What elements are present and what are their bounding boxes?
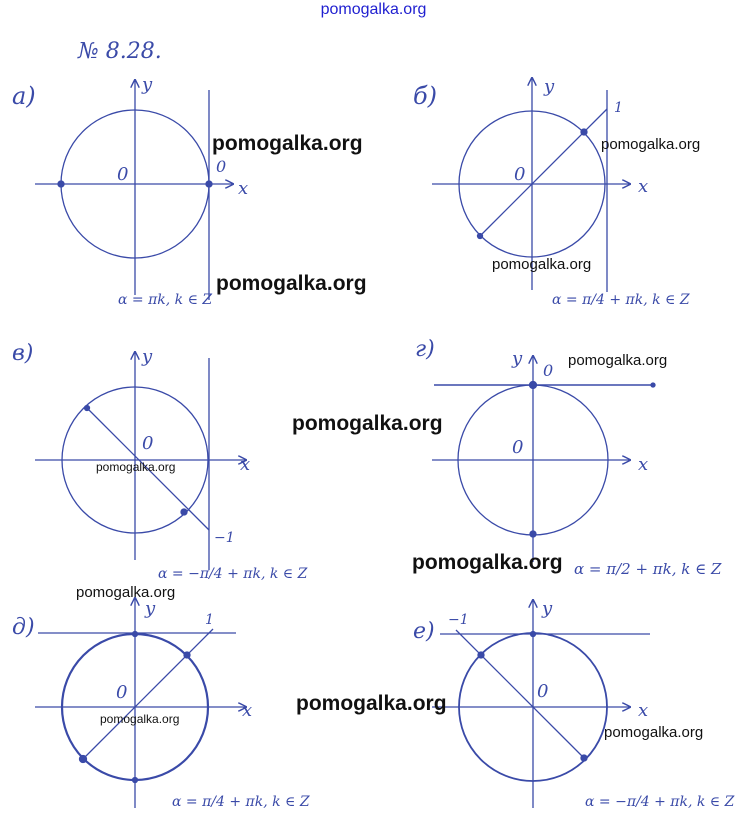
- point-marker: [531, 632, 536, 637]
- part-e-tangent-mark: 1: [205, 612, 214, 628]
- part-b-x-label: x: [638, 176, 649, 197]
- part-e-diagram: [35, 598, 246, 808]
- part-d-answer: α = π/2 + πk, k ∈ Z: [574, 560, 722, 578]
- point-marker: [133, 778, 138, 783]
- watermark: pomogalka.org: [212, 132, 363, 155]
- point-marker: [478, 652, 484, 658]
- top-watermark: pomogalka.org: [320, 1, 427, 18]
- part-f-answer: α = −π/4 + πk, k ∈ Z: [585, 794, 735, 810]
- point-marker: [133, 632, 138, 637]
- part-c-tangent-mark: −1: [214, 530, 235, 546]
- point-marker: [184, 652, 190, 658]
- part-a-x-label: x: [238, 178, 249, 199]
- part-a-y-label: y: [142, 74, 153, 95]
- part-f-origin: 0: [537, 681, 549, 702]
- part-c-y-label: y: [142, 346, 153, 367]
- part-e-answer: α = π/4 + πk, k ∈ Z: [172, 794, 310, 810]
- part-c-answer: α = −π/4 + πk, k ∈ Z: [158, 566, 308, 582]
- part-e-x-label: x: [242, 700, 253, 721]
- part-e-origin: 0: [116, 682, 128, 703]
- part-d-diagram: [432, 356, 655, 562]
- part-b-origin: 0: [514, 164, 526, 185]
- part-e-y-label: y: [145, 598, 156, 619]
- part-f-x-label: x: [638, 700, 649, 721]
- part-a-letter: а): [12, 82, 36, 110]
- part-a-diagram: [35, 80, 233, 300]
- part-f-diagram: [432, 600, 650, 808]
- part-c-letter: в): [12, 341, 34, 366]
- point-marker: [530, 382, 537, 389]
- part-c-x-label: x: [240, 454, 251, 475]
- point-marker: [581, 755, 587, 761]
- part-d-tangent-mark: 0: [543, 361, 554, 380]
- watermark: pomogalka.org: [412, 551, 563, 574]
- part-b-tangent-mark: 1: [614, 100, 623, 116]
- point-marker: [80, 756, 87, 763]
- part-b-y-label: y: [544, 76, 555, 97]
- watermark: pomogalka.org: [216, 272, 367, 295]
- part-e-letter: д): [12, 615, 35, 640]
- part-f-y-label: y: [542, 598, 553, 619]
- point-marker: [181, 509, 187, 515]
- part-b-answer: α = π/4 + πk, k ∈ Z: [552, 292, 690, 308]
- point-marker: [58, 181, 64, 187]
- part-d-x-label: x: [638, 454, 649, 475]
- watermark: pomogalka.org: [100, 712, 180, 726]
- watermark: pomogalka.org: [568, 352, 668, 369]
- point-marker: [530, 531, 536, 537]
- part-c-origin: 0: [142, 433, 154, 454]
- watermark: pomogalka.org: [604, 724, 704, 741]
- point-marker: [581, 129, 587, 135]
- point-marker: [85, 406, 90, 411]
- watermark: pomogalka.org: [96, 460, 176, 474]
- watermark: pomogalka.org: [76, 584, 176, 601]
- watermark: pomogalka.org: [296, 692, 447, 715]
- point-marker: [651, 383, 655, 387]
- part-a-answer: α = πk, k ∈ Z: [118, 292, 213, 308]
- part-f-tangent-mark: −1: [448, 612, 469, 628]
- part-a-tangent-mark: 0: [216, 157, 227, 176]
- watermark: pomogalka.org: [292, 412, 443, 435]
- part-d-origin: 0: [512, 437, 524, 458]
- part-d-letter: г): [415, 337, 435, 362]
- watermark: pomogalka.org: [601, 136, 701, 153]
- part-a-origin: 0: [117, 164, 129, 185]
- part-f-letter: е): [413, 619, 435, 644]
- part-b-letter: б): [413, 82, 438, 110]
- watermark: pomogalka.org: [492, 256, 592, 273]
- part-d-y-label: y: [512, 348, 523, 369]
- point-marker: [206, 181, 212, 187]
- problem-number: № 8.28.: [78, 39, 162, 64]
- point-marker: [478, 234, 483, 239]
